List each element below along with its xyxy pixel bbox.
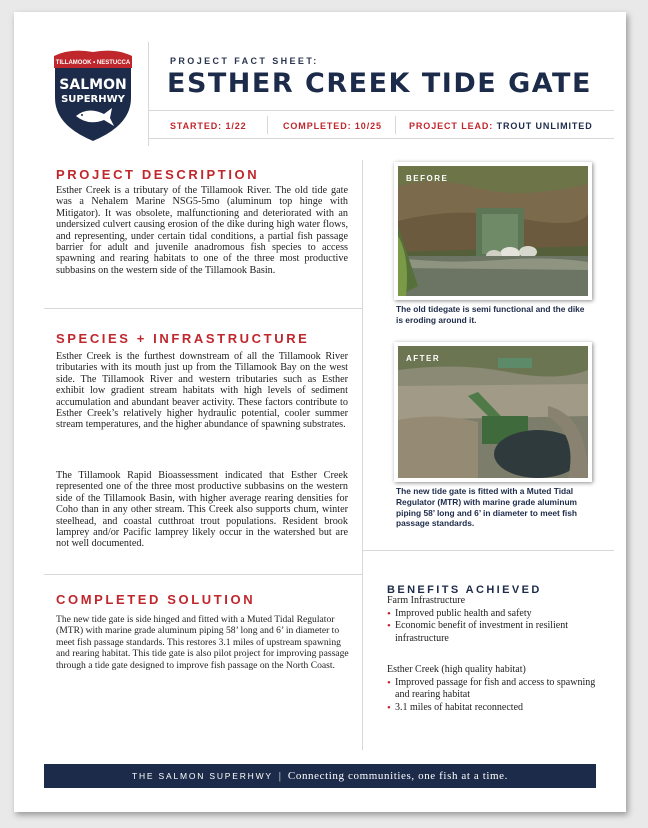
species-paragraph-2: The Tillamook Rapid Bioassessment indicated that Esther Creek represented one of the three most productive subbasins on the western side of the Tillamook Basin, with higher average rearing densities for Coho than in any other stream. This Creek also supports chum, winter steelhead, and coastal cutthroat trout populations. Resident brook lamprey and/or Pacific lamprey likely occur in the watershed but are not well documented. <box>56 470 348 550</box>
benefits-group-habitat <box>387 664 597 714</box>
footer-banner <box>44 764 596 788</box>
footer-brand: THE SALMON SUPERHWY <box>131 771 273 781</box>
list-item: • Improved public health and safety <box>387 608 597 621</box>
benefits-group-farm <box>387 595 597 645</box>
solution-text: The new tide gate is side hinged and fitted with a Muted Tidal Regulator (MTR) with marine grade aluminum piping 58’ long and 6’ in diameter to meet fish passage standards. This restores 3.1 miles of upstream spawning and rearing habitat. This tide gate is also pilot project for improving passage through a tide gate designed to improve fish passage on the North Coast. <box>56 614 349 671</box>
header-rule-top <box>148 110 614 111</box>
list-item: • 3.1 miles of habitat reconnected <box>387 702 597 715</box>
species-paragraph-1: Esther Creek is the furthest downstream of all the Tillamook River tributaries with its mouth just up from the Tillamook Bay on the west side. The Tillamook River and western tributaries such as Esther exhibit low gradient stream habitats with high levels of sediment accumulation and abundant beaver activity. These factors contribute to Esther Creek’s relatively higher hydraulic potential, cooler summer stream temperatures, and the higher abundance of spawning substrates. <box>56 351 348 431</box>
list-item: • Economic benefit of investment in resilient infrastructure <box>387 620 597 645</box>
benefits-group-title: Farm Infrastructure <box>387 595 466 606</box>
meta-completed-label: COMPLETED: <box>283 121 352 131</box>
section-divider <box>363 550 614 551</box>
page-subtitle: PROJECT FACT SHEET: <box>170 56 319 66</box>
meta-completed <box>283 121 382 131</box>
meta-completed-value: 10/25 <box>354 121 382 131</box>
header-rule-bottom <box>148 138 614 139</box>
before-caption: The old tidegate is semi functional and the dike is eroding around it. <box>396 304 585 325</box>
description-heading: PROJECT DESCRIPTION <box>56 167 260 182</box>
section-divider <box>44 308 362 309</box>
after-label: AFTER <box>406 354 441 363</box>
meta-lead-value: TROUT UNLIMITED <box>496 121 593 131</box>
logo-line2: SUPERHWY <box>61 94 125 105</box>
before-label: BEFORE <box>406 174 449 183</box>
benefits-group-title: Esther Creek (high quality habitat) <box>387 664 526 675</box>
before-photo <box>394 162 592 300</box>
benefits-list <box>387 608 597 646</box>
before-photo-image <box>398 166 588 296</box>
benefits-heading: BENEFITS ACHIEVED <box>387 584 542 596</box>
meta-started <box>170 121 247 131</box>
solution-heading: COMPLETED SOLUTION <box>56 592 256 607</box>
after-photo <box>394 342 592 482</box>
logo-top-text: TILLAMOOK • NESTUCCA <box>55 60 131 66</box>
logo-line1: SALMON <box>59 77 127 93</box>
meta-lead <box>409 121 593 131</box>
salmon-superhwy-logo <box>48 42 138 146</box>
footer-separator: | <box>278 771 282 782</box>
column-divider <box>362 160 363 750</box>
page-title: ESTHER CREEK TIDE GATE <box>167 68 592 99</box>
meta-started-label: STARTED: <box>170 121 223 131</box>
species-heading: SPECIES + INFRASTRUCTURE <box>56 331 310 346</box>
after-photo-image <box>398 346 588 478</box>
meta-started-value: 1/22 <box>225 121 247 131</box>
after-caption: The new tide gate is fitted with a Muted Tidal Regulator (MTR) with marine grade aluminum piping 58’ long and 6’ in diameter to meet fish passage standards. <box>396 486 578 529</box>
meta-lead-label: PROJECT LEAD: <box>409 121 494 131</box>
description-text: Esther Creek is a tributary of the Tillamook River. The old tide gate was a Nehalem Marine NSG5-5mo (aluminum top hinge with Mitigator). It was obsolete, malfunctioning and deteriorated with an undersized culvert causing erosion of the dike during high water flows, and representing, under certain tidal conditions, a partial fish passage barrier for adult and juvenile anadromous fish species to access spawning and rearing habitats to one of the three most productive subbasins on the western side of the Tillamook Basin. <box>56 185 348 276</box>
fact-sheet-page <box>14 12 626 812</box>
meta-separator <box>395 116 396 134</box>
footer-tagline: Connecting communities, one fish at a time. <box>287 770 509 782</box>
section-divider <box>44 574 362 575</box>
meta-separator <box>267 116 268 134</box>
header-divider <box>148 42 149 146</box>
list-item: • Improved passage for fish and access to spawning and rearing habitat <box>387 677 597 702</box>
benefits-list <box>387 677 597 715</box>
